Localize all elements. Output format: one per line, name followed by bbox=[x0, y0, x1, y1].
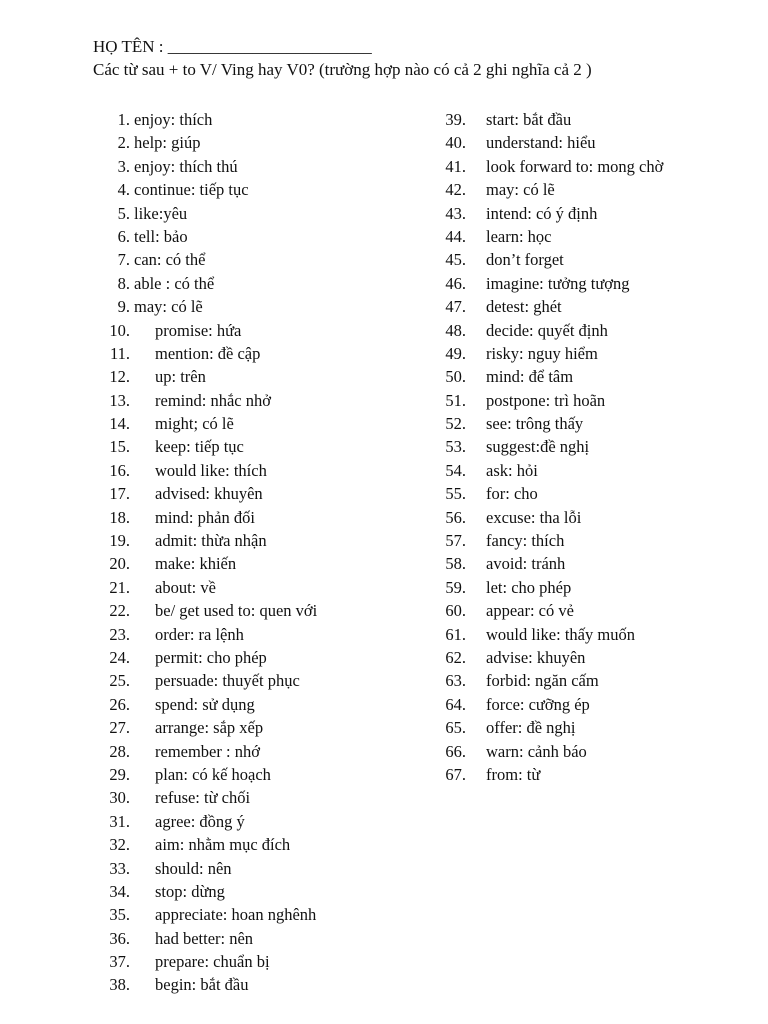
list-item bbox=[100, 108, 420, 131]
item-number: 37. bbox=[109, 952, 130, 972]
list-item bbox=[100, 880, 420, 903]
item-text: permit: cho phép bbox=[155, 647, 267, 667]
list-item bbox=[432, 529, 752, 552]
item-number: 65. bbox=[445, 718, 466, 738]
item-text: agree: đồng ý bbox=[155, 811, 245, 831]
item-text: should: nên bbox=[155, 858, 232, 878]
list-item bbox=[432, 693, 752, 716]
item-number: 35. bbox=[109, 905, 130, 925]
item-text: start: bắt đầu bbox=[486, 110, 572, 129]
item-text: promise: hứa bbox=[155, 320, 242, 340]
item-text: be/ get used to: quen với bbox=[155, 601, 318, 621]
item-text: aim: nhằm mục đích bbox=[155, 835, 291, 855]
item-text: plan: có kế hoạch bbox=[155, 764, 271, 784]
list-item bbox=[432, 506, 752, 529]
word-list-right bbox=[432, 108, 752, 786]
item-number: 7. bbox=[117, 250, 130, 270]
item-number: 22. bbox=[109, 601, 130, 621]
item-text: had better: nên bbox=[155, 928, 254, 948]
list-item bbox=[432, 482, 752, 505]
item-text: intend: có ý định bbox=[486, 203, 598, 223]
item-number: 67. bbox=[445, 764, 466, 784]
item-number: 6. bbox=[117, 226, 130, 246]
item-text: mind: phản đối bbox=[155, 507, 255, 527]
list-item bbox=[432, 763, 752, 786]
item-text: mind: để tâm bbox=[486, 367, 574, 387]
item-number: 14. bbox=[109, 414, 130, 434]
list-item bbox=[100, 950, 420, 973]
item-text: postpone: trì hoãn bbox=[486, 390, 606, 410]
item-text: excuse: tha lỗi bbox=[486, 507, 582, 527]
list-item bbox=[100, 178, 420, 201]
list-item bbox=[432, 108, 752, 131]
item-text: prepare: chuẩn bị bbox=[155, 952, 270, 972]
item-number: 19. bbox=[109, 531, 130, 551]
list-item bbox=[100, 131, 420, 154]
list-item bbox=[432, 599, 752, 622]
item-number: 62. bbox=[445, 647, 466, 667]
item-number: 27. bbox=[109, 718, 130, 738]
item-number: 48. bbox=[445, 320, 466, 340]
list-item bbox=[100, 342, 420, 365]
item-number: 12. bbox=[109, 367, 130, 387]
list-item bbox=[432, 646, 752, 669]
item-text: can: có thể bbox=[134, 250, 206, 270]
item-text: appreciate: hoan nghênh bbox=[155, 905, 317, 925]
item-text: fancy: thích bbox=[486, 531, 565, 551]
item-number: 9. bbox=[117, 297, 130, 317]
item-text: might; có lẽ bbox=[155, 414, 234, 434]
list-item bbox=[432, 552, 752, 575]
item-number: 59. bbox=[445, 577, 466, 597]
list-item bbox=[100, 693, 420, 716]
list-item bbox=[432, 202, 752, 225]
item-text: would like: thích bbox=[155, 460, 267, 480]
item-number: 26. bbox=[109, 694, 130, 714]
item-text: risky: nguy hiểm bbox=[486, 343, 598, 363]
item-number: 52. bbox=[445, 414, 466, 434]
list-item bbox=[432, 248, 752, 271]
list-item bbox=[432, 131, 752, 154]
item-text: ask: hỏi bbox=[486, 460, 538, 480]
item-number: 28. bbox=[109, 741, 130, 761]
item-text: continue: tiếp tục bbox=[134, 180, 249, 200]
item-text: advised: khuyên bbox=[155, 484, 263, 504]
instruction-text: Các từ sau + to V/ Ving hay V0? (trường hợp nào có cả 2 ghi nghĩa cả 2 ) bbox=[93, 60, 592, 79]
item-number: 24. bbox=[109, 647, 130, 667]
item-number: 63. bbox=[445, 671, 466, 691]
word-list-left bbox=[100, 108, 420, 997]
item-text: appear: có vẻ bbox=[486, 601, 574, 621]
item-text: begin: bắt đầu bbox=[155, 975, 249, 995]
item-number: 51. bbox=[445, 390, 466, 410]
item-text: remember : nhớ bbox=[155, 741, 260, 761]
item-number: 47. bbox=[445, 297, 466, 317]
list-item bbox=[432, 740, 752, 763]
item-number: 21. bbox=[109, 577, 130, 597]
list-item bbox=[432, 623, 752, 646]
list-item bbox=[432, 155, 752, 178]
item-number: 30. bbox=[109, 788, 130, 808]
item-number: 18. bbox=[109, 507, 130, 527]
item-number: 13. bbox=[109, 390, 130, 410]
item-number: 44. bbox=[445, 226, 466, 246]
item-text: suggest:đề nghị bbox=[486, 437, 590, 457]
item-text: enjoy: thích thú bbox=[134, 156, 238, 176]
item-number: 55. bbox=[445, 484, 466, 504]
list-item bbox=[100, 248, 420, 271]
item-number: 64. bbox=[445, 694, 466, 714]
item-text: warn: cảnh báo bbox=[486, 741, 587, 761]
list-item bbox=[100, 552, 420, 575]
item-text: would like: thấy muốn bbox=[486, 624, 635, 644]
item-text: arrange: sắp xếp bbox=[155, 718, 264, 738]
list-item bbox=[100, 272, 420, 295]
list-item bbox=[432, 178, 752, 201]
item-text: avoid: tránh bbox=[486, 554, 566, 574]
item-text: offer: đề nghị bbox=[486, 718, 576, 738]
item-number: 60. bbox=[445, 601, 466, 621]
item-number: 46. bbox=[445, 273, 466, 293]
item-text: force: cưỡng ép bbox=[486, 694, 590, 714]
list-item bbox=[432, 225, 752, 248]
item-number: 4. bbox=[117, 180, 130, 200]
list-item bbox=[100, 459, 420, 482]
list-item bbox=[100, 482, 420, 505]
list-item bbox=[432, 459, 752, 482]
item-number: 15. bbox=[109, 437, 130, 457]
list-item bbox=[100, 389, 420, 412]
list-item bbox=[100, 225, 420, 248]
item-number: 42. bbox=[445, 180, 466, 200]
item-text: persuade: thuyết phục bbox=[155, 671, 300, 691]
list-item bbox=[100, 833, 420, 856]
item-text: up: trên bbox=[155, 367, 206, 387]
item-number: 56. bbox=[445, 507, 466, 527]
item-text: keep: tiếp tục bbox=[155, 437, 244, 457]
item-text: imagine: tưởng tượng bbox=[486, 273, 630, 293]
list-item bbox=[100, 903, 420, 926]
list-item bbox=[432, 272, 752, 295]
list-item bbox=[100, 155, 420, 178]
item-number: 66. bbox=[445, 741, 466, 761]
item-number: 16. bbox=[109, 460, 130, 480]
list-item bbox=[100, 576, 420, 599]
list-item bbox=[100, 669, 420, 692]
list-item bbox=[100, 623, 420, 646]
item-text: enjoy: thích bbox=[134, 110, 213, 129]
item-number: 20. bbox=[109, 554, 130, 574]
item-text: learn: học bbox=[486, 226, 552, 246]
item-number: 17. bbox=[109, 484, 130, 504]
item-text: advise: khuyên bbox=[486, 647, 586, 667]
list-item bbox=[100, 412, 420, 435]
item-text: forbid: ngăn cấm bbox=[486, 671, 599, 691]
item-text: understand: hiểu bbox=[486, 133, 596, 153]
list-item bbox=[432, 435, 752, 458]
item-text: order: ra lệnh bbox=[155, 624, 244, 644]
list-item bbox=[432, 295, 752, 318]
item-number: 61. bbox=[445, 624, 466, 644]
list-item bbox=[432, 576, 752, 599]
list-item bbox=[100, 786, 420, 809]
item-text: detest: ghét bbox=[486, 297, 562, 317]
item-number: 45. bbox=[445, 250, 466, 270]
list-item bbox=[432, 365, 752, 388]
list-item bbox=[100, 810, 420, 833]
item-text: for: cho bbox=[486, 484, 538, 504]
name-line: HỌ TÊN : ________________________ bbox=[93, 37, 372, 56]
item-number: 43. bbox=[445, 203, 466, 223]
list-item bbox=[100, 365, 420, 388]
list-item bbox=[100, 973, 420, 996]
item-number: 11. bbox=[109, 343, 130, 363]
item-text: tell: bảo bbox=[134, 226, 188, 246]
item-number: 10. bbox=[109, 320, 130, 340]
item-text: don’t forget bbox=[486, 250, 564, 270]
list-item bbox=[432, 412, 752, 435]
item-text: admit: thừa nhận bbox=[155, 531, 267, 551]
list-item bbox=[100, 435, 420, 458]
item-number: 49. bbox=[445, 343, 466, 363]
item-number: 57. bbox=[445, 531, 466, 551]
list-item bbox=[100, 716, 420, 739]
item-number: 2. bbox=[117, 133, 130, 153]
item-text: from: từ bbox=[486, 764, 541, 784]
list-item bbox=[100, 857, 420, 880]
item-number: 33. bbox=[109, 858, 130, 878]
list-item bbox=[100, 646, 420, 669]
item-text: decide: quyết định bbox=[486, 320, 608, 340]
item-number: 5. bbox=[117, 203, 130, 223]
item-number: 25. bbox=[109, 671, 130, 691]
list-item bbox=[100, 763, 420, 786]
item-text: look forward to: mong chờ bbox=[486, 156, 664, 176]
list-item bbox=[100, 927, 420, 950]
item-number: 38. bbox=[109, 975, 130, 995]
item-text: about: về bbox=[155, 577, 216, 597]
item-text: may: có lẽ bbox=[486, 180, 555, 200]
item-text: remind: nhắc nhở bbox=[155, 390, 271, 410]
list-item bbox=[100, 319, 420, 342]
item-number: 3. bbox=[117, 156, 130, 176]
list-item bbox=[100, 202, 420, 225]
item-text: see: trông thấy bbox=[486, 414, 584, 434]
item-text: let: cho phép bbox=[486, 577, 572, 597]
item-number: 34. bbox=[109, 881, 130, 901]
item-number: 31. bbox=[109, 811, 130, 831]
item-number: 29. bbox=[109, 764, 130, 784]
list-item bbox=[100, 740, 420, 763]
list-item bbox=[100, 295, 420, 318]
item-text: refuse: từ chối bbox=[155, 788, 251, 808]
item-text: help: giúp bbox=[134, 133, 201, 153]
item-text: stop: dừng bbox=[155, 881, 225, 901]
item-number: 53. bbox=[445, 437, 466, 457]
item-number: 23. bbox=[109, 624, 130, 644]
item-number: 8. bbox=[117, 273, 130, 293]
item-text: able : có thể bbox=[134, 273, 215, 293]
item-number: 50. bbox=[445, 367, 466, 387]
list-item bbox=[100, 506, 420, 529]
item-text: like:yêu bbox=[134, 203, 188, 223]
list-item bbox=[100, 599, 420, 622]
list-item bbox=[432, 342, 752, 365]
item-number: 36. bbox=[109, 928, 130, 948]
item-number: 54. bbox=[445, 460, 466, 480]
list-item bbox=[432, 716, 752, 739]
item-number: 58. bbox=[445, 554, 466, 574]
list-item bbox=[432, 319, 752, 342]
item-number: 39. bbox=[445, 110, 466, 129]
item-number: 32. bbox=[109, 835, 130, 855]
item-number: 41. bbox=[445, 156, 466, 176]
item-text: mention: đề cập bbox=[155, 343, 261, 363]
list-item bbox=[432, 389, 752, 412]
list-item bbox=[100, 529, 420, 552]
item-text: may: có lẽ bbox=[134, 297, 203, 317]
item-text: make: khiến bbox=[155, 554, 237, 574]
list-item bbox=[432, 669, 752, 692]
item-number: 1. bbox=[117, 110, 130, 129]
item-number: 40. bbox=[445, 133, 466, 153]
item-text: spend: sử dụng bbox=[155, 694, 255, 714]
